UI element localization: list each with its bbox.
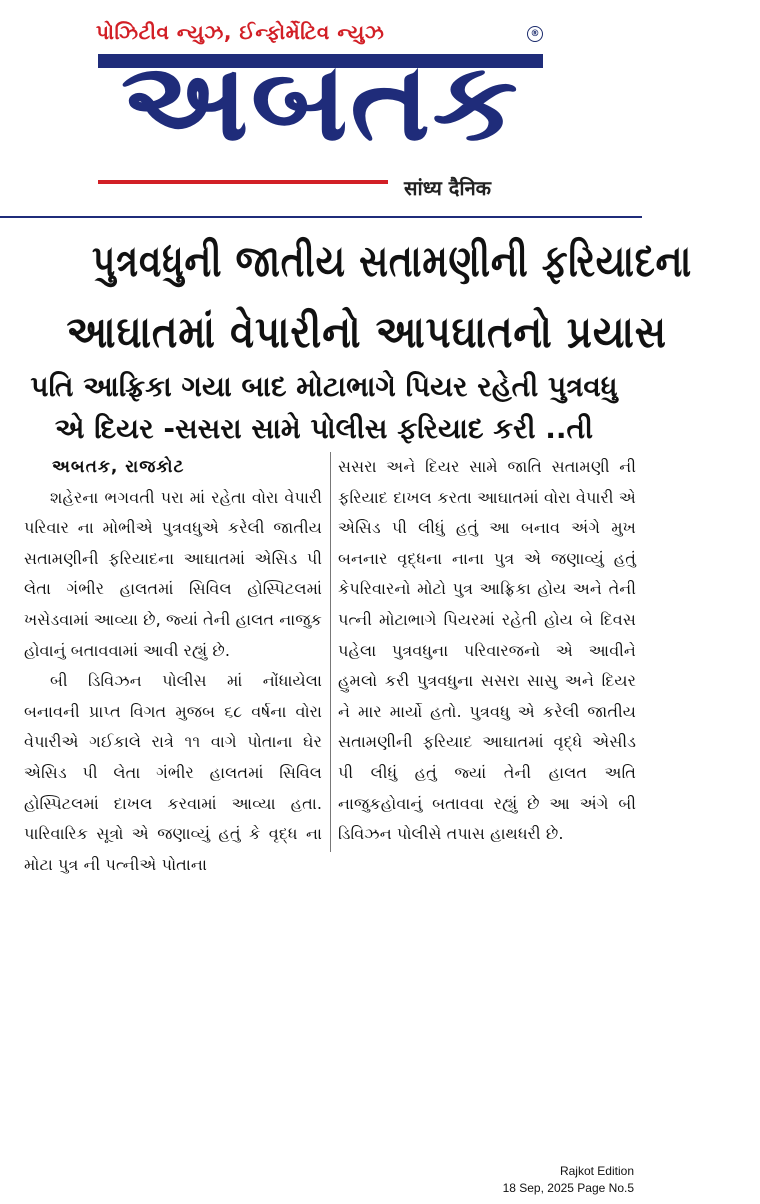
masthead-red-rule — [98, 180, 388, 184]
subheadline-line-2: એ દિયર -સસરા સામે પોલીસ ફરિયાદ કરી ..તી — [54, 412, 594, 445]
subheadline-line-1: પતિ આફ્રિકા ગયા બાદ મોટાભાગે પિયર રહેતી પુત્રવધુ — [30, 370, 618, 403]
masthead — [0, 0, 642, 222]
logo-text: અબતક — [120, 40, 521, 165]
article-paragraph-1: શહેરના ભગવતી પરા માં રહેતા વોરા વેપારી પરિવાર ના મોભીએ પુત્રવધુએ કરેલી જાતીય સતામણીની ફરિયાદના આઘાતમાં એસિડ પી લેતા ગંભીર હાલતમાં સિવિલ હોસ્પિટલમાં ખસેડવામાં આવ્યા છે, જ્યાં તેની હાલત નાજુક હોવાનું બતાવવામાં આવી રહ્યું છે. — [24, 487, 322, 660]
column-divider — [330, 452, 331, 852]
newspaper-logo — [98, 40, 543, 170]
masthead-subtitle: सांध्य दैनिक — [404, 176, 492, 200]
registered-mark: ® — [527, 26, 543, 42]
article-right-column — [338, 452, 636, 850]
masthead-divider — [0, 216, 642, 218]
article-left-column — [24, 452, 322, 880]
headline-line-2: આઘાતમાં વેપારીનો આપઘાતનો પ્રયાસ — [66, 307, 667, 358]
article-byline: અબતક, રાજકોટ — [52, 457, 185, 477]
tagline: પોઝિટીવ ન્યુઝ, ઈન્ફોર્મેટિવ ન્યુઝ — [96, 20, 385, 44]
headline-line-1: પુત્રવધુની જાતીય સતામણીની ફરિયાદના — [91, 236, 692, 287]
article-paragraph-2: બી ડિવિઝન પોલીસ માં નોંધાયેલા બનાવની પ્રાપ્ત વિગત મુજબ ૬૮ વર્ષના વોરા વેપારીએ ગઈકાલે રાત્રે ૧૧ વાગે પોતાના ઘેર એસિડ પી લેતા ગંભીર હાલતમાં સિવિલ હોસ્પિટલમાં દાખલ કરવામાં આવ્યા હતા. પારિવારિક સૂત્રો એ જણાવ્યું હતું કે વૃદ્ધ ના મોટા પુત્ર ની પત્નીએ પોતાના — [24, 671, 322, 874]
date-page-label: 18 Sep, 2025 Page No.5 — [502, 1181, 634, 1195]
edition-label: Rajkot Edition — [559, 1164, 634, 1178]
article-paragraph-continued: સસરા અને દિયર સામે જાતિ સતામણી ની ફરિયાદ દાખલ કરતા આઘાતમાં વોરા વેપારી એ એસિડ પી લીધું હતું આ બનાવ અંગે મુખ બનનાર વૃદ્ધના નાના પુત્ર એ જણાવ્યું હતું કેપરિવારનો મોટો પુત્ર આફ્રિકા હોય અને તેની પત્ની મોટાભાગે પિયરમાં રહેતી હોય બે દિવસ પહેલા પુત્રવધુના પરિવારજનો એ આવીને હુમલો કરી પુત્રવધુના સસરા સાસુ અને દિયર ને માર માર્યો હતો. પુત્રવધુ એ કરેલી જાતીય સતામણીની ફરિયાદ આઘાતમાં વૃદ્ધે એસીડ પી લીધું હતું જ્યાં તેની હાલત અતિ નાજુકહોવાનું બતાવવા રહ્યું છે આ અંગે બી ડિવિઝન પોલીસે તપાસ હાથધરી છે. — [338, 457, 636, 844]
